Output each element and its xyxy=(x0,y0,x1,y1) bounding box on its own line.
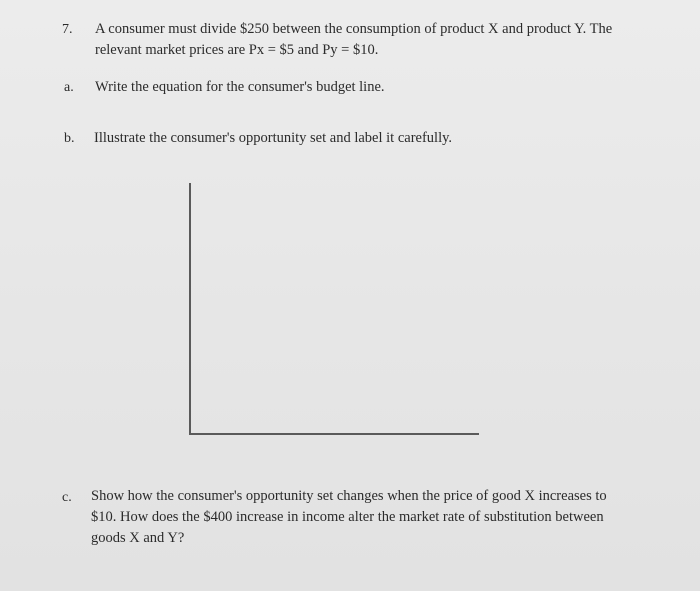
blank-graph-axes xyxy=(187,183,479,436)
y-axis-line xyxy=(189,183,191,434)
question-text-line-1: A consumer must divide $250 between the consumption of product X and product Y. The xyxy=(95,21,613,37)
x-axis-line xyxy=(189,433,479,435)
part-c-text-line-2: $10. How does the $400 increase in income alter the market rate of substitution between xyxy=(91,509,604,525)
question-number: 7. xyxy=(62,22,73,37)
part-c-label: c. xyxy=(62,490,72,505)
part-c-text-line-3: goods X and Y? xyxy=(91,530,185,546)
part-b-label: b. xyxy=(64,131,75,146)
part-a-label: a. xyxy=(64,80,74,95)
part-a-text: Write the equation for the consumer's budget line. xyxy=(95,79,385,95)
part-c-text-line-1: Show how the consumer's opportunity set changes when the price of good X increases to xyxy=(91,488,607,504)
part-b-text: Illustrate the consumer's opportunity set and label it carefully. xyxy=(94,130,453,146)
question-text-line-2: relevant market prices are Px = $5 and Py = $10. xyxy=(95,42,379,58)
